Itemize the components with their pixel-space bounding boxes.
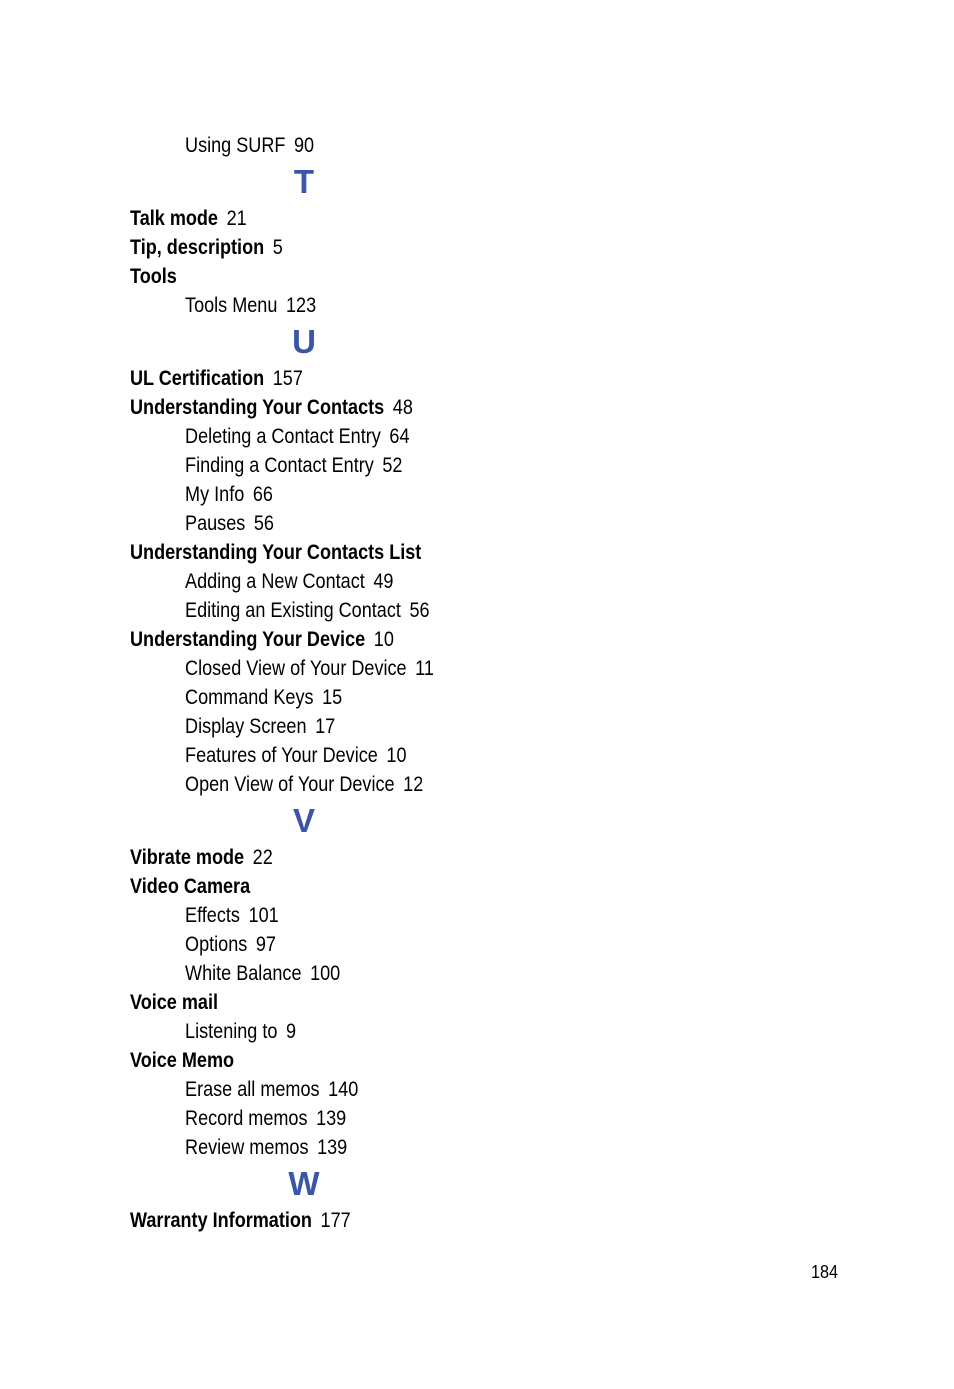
index-term: Tools: [130, 265, 177, 288]
index-entry: [130, 625, 560, 654]
index-term: Video Camera: [130, 875, 251, 898]
page-reference[interactable]: 66: [252, 483, 273, 506]
index-subterm: Listening to: [185, 1020, 278, 1043]
index-subterm: Options: [185, 933, 248, 956]
page-reference[interactable]: 21: [226, 207, 247, 230]
page-reference[interactable]: 17: [315, 715, 336, 738]
page-reference[interactable]: 177: [320, 1209, 351, 1232]
page-reference[interactable]: 9: [286, 1020, 297, 1043]
index-subentry: [130, 1075, 560, 1104]
index-entry: [130, 393, 560, 422]
section-letter-text: T: [293, 163, 315, 200]
index-term: Voice mail: [130, 991, 219, 1014]
page-reference[interactable]: 15: [322, 686, 343, 709]
section-letter: [130, 1162, 320, 1206]
page-reference[interactable]: 56: [409, 599, 430, 622]
page-reference[interactable]: 52: [382, 454, 403, 477]
index-term: Talk mode: [130, 207, 218, 230]
index-entry: [130, 1046, 560, 1075]
index-entry: [130, 262, 560, 291]
index-subentry: [130, 1133, 560, 1162]
index-term: Vibrate mode: [130, 846, 245, 869]
index-subterm: My Info: [185, 483, 245, 506]
index-subentry: [130, 741, 560, 770]
section-letter: [130, 160, 315, 204]
index-subterm: Tools Menu: [185, 294, 278, 317]
section-letter-text: V: [292, 802, 316, 839]
index-subterm: Adding a New Contact: [185, 570, 365, 593]
page-reference[interactable]: 90: [294, 134, 315, 157]
index-subentry: [130, 422, 560, 451]
index-subentry: [130, 712, 560, 741]
index-entry: [130, 233, 560, 262]
index-subterm: Using SURF: [185, 134, 286, 157]
page-reference[interactable]: 5: [272, 236, 283, 259]
index-subentry: [130, 654, 560, 683]
index-subentry: [130, 596, 560, 625]
page-reference[interactable]: 56: [253, 512, 274, 535]
page-reference[interactable]: 12: [403, 773, 424, 796]
index-subterm: Features of Your Device: [185, 744, 378, 767]
index-subentry: [130, 930, 560, 959]
index-entry: [130, 538, 560, 567]
index-subentry: [130, 1017, 560, 1046]
page-reference[interactable]: 123: [285, 294, 317, 317]
index-subterm: Display Screen: [185, 715, 307, 738]
page-reference[interactable]: 101: [248, 904, 279, 927]
index-subentry: [130, 1104, 560, 1133]
index-entry: [130, 1206, 560, 1235]
section-letter: [130, 320, 316, 364]
index-subterm: Open View of Your Device: [185, 773, 395, 796]
section-letter: [130, 799, 316, 843]
index-term: Understanding Your Device: [130, 628, 366, 651]
index-term: Tip, description: [130, 236, 265, 259]
index-subentry: [130, 683, 560, 712]
index-subterm: Effects: [185, 904, 240, 927]
index-subentry: [130, 480, 560, 509]
index-subterm: Command Keys: [185, 686, 314, 709]
index-term: Warranty Information: [130, 1209, 312, 1232]
index-subentry: [130, 959, 560, 988]
index-subentry: [130, 770, 560, 799]
index-subentry: [130, 451, 560, 480]
index-subentry: [130, 291, 560, 320]
index-term: UL Certification: [130, 367, 265, 390]
index-term: Understanding Your Contacts List: [130, 541, 422, 564]
page-reference[interactable]: 97: [255, 933, 276, 956]
index-term: Voice Memo: [130, 1049, 235, 1072]
index-subentry: [130, 567, 560, 596]
page-number: 184: [811, 1262, 839, 1282]
index-subentry: [130, 901, 560, 930]
section-letter-text: U: [292, 323, 316, 360]
index-subentry: [130, 131, 560, 160]
index-entry: [130, 843, 560, 872]
index-entry: [130, 204, 560, 233]
index-subterm: Editing an Existing Contact: [185, 599, 401, 622]
page-reference[interactable]: 140: [328, 1078, 359, 1101]
index-subterm: Review memos: [185, 1136, 309, 1159]
page-reference[interactable]: 139: [316, 1107, 347, 1130]
page-reference[interactable]: 48: [392, 396, 413, 419]
section-letter-text: W: [288, 1165, 320, 1202]
page-reference[interactable]: 157: [272, 367, 303, 390]
page-reference[interactable]: 49: [373, 570, 394, 593]
index-subterm: Erase all memos: [185, 1078, 320, 1101]
index-entry: [130, 988, 560, 1017]
index-term: Understanding Your Contacts: [130, 396, 385, 419]
page-reference[interactable]: 100: [310, 962, 341, 985]
index-subterm: Pauses: [185, 512, 246, 535]
index-entry: [130, 872, 560, 901]
index-subterm: Record memos: [185, 1107, 308, 1130]
index-column: [130, 131, 630, 1235]
index-entry: [130, 364, 560, 393]
index-subterm: Deleting a Contact Entry: [185, 425, 381, 448]
page-reference[interactable]: 139: [317, 1136, 348, 1159]
index-subentry: [130, 509, 560, 538]
page-reference[interactable]: 64: [389, 425, 410, 448]
page-reference[interactable]: 10: [386, 744, 407, 767]
page-reference[interactable]: 22: [252, 846, 273, 869]
index-subterm: Finding a Contact Entry: [185, 454, 374, 477]
index-subterm: Closed View of Your Device: [185, 657, 407, 680]
page-reference[interactable]: 10: [373, 628, 394, 651]
index-subterm: White Balance: [185, 962, 302, 985]
page-reference[interactable]: 11: [415, 657, 434, 680]
